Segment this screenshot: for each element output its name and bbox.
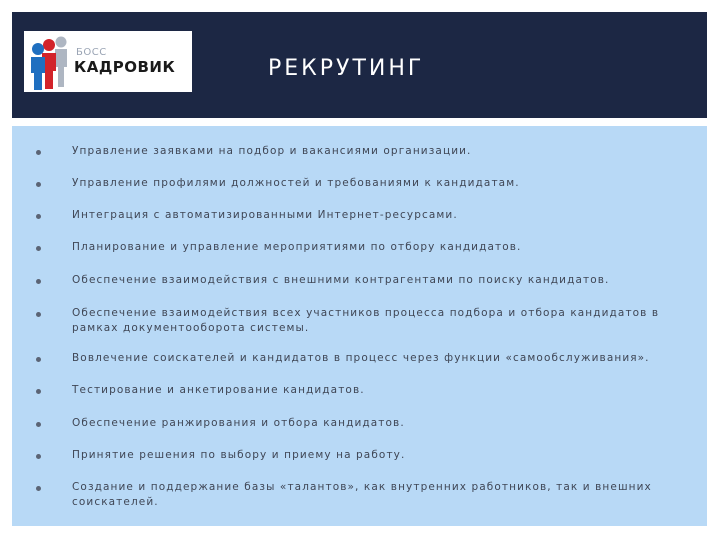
- header-bar: [12, 12, 707, 118]
- company-logo: [24, 31, 192, 92]
- bullet-icon: [36, 486, 41, 491]
- bullet-icon: [36, 389, 41, 394]
- logo-small-text: БОСС: [76, 47, 107, 58]
- bullet-icon: [36, 182, 41, 187]
- list-item-text: Управление профилями должностей и требованиями к кандидатам.: [72, 177, 520, 189]
- bullet-icon: [36, 357, 41, 362]
- list-item-text: Тестирование и анкетирование кандидатов.: [72, 384, 365, 396]
- content-panel: [12, 126, 707, 526]
- bullet-icon: [36, 246, 41, 251]
- list-item-text: Вовлечение соискателей и кандидатов в процесс через функции «самообслуживания».: [72, 352, 650, 364]
- list-item-text: Принятие решения по выбору и приему на работу.: [72, 449, 406, 461]
- list-item-text: Обеспечение взаимодействия с внешними контрагентами по поиску кандидатов.: [72, 274, 610, 286]
- list-item-text: Планирование и управление мероприятиями по отбору кандидатов.: [72, 241, 522, 253]
- list-item-text: Создание и поддержание базы «талантов», как внутренних работников, так и внешних соискателей.: [72, 481, 652, 508]
- bullet-icon: [36, 214, 41, 219]
- bullet-icon: [36, 150, 41, 155]
- list-item-text: Обеспечение взаимодействия всех участников процесса подбора и отбора кандидатов в рамках документооборота системы.: [72, 307, 660, 334]
- logo-big-text: КАДРОВИК: [74, 58, 176, 76]
- people-figures-icon: [27, 33, 73, 91]
- list-item-text: Обеспечение ранжирования и отбора кандидатов.: [72, 417, 405, 429]
- list-item-text: Управление заявками на подбор и вакансиями организации.: [72, 145, 472, 157]
- page-title: РЕКРУТИНГ: [268, 56, 425, 81]
- list-item-text: Интеграция с автоматизированными Интернет-ресурсами.: [72, 209, 458, 221]
- bullet-icon: [36, 454, 41, 459]
- bullet-icon: [36, 422, 41, 427]
- bullet-icon: [36, 279, 41, 284]
- bullet-icon: [36, 312, 41, 317]
